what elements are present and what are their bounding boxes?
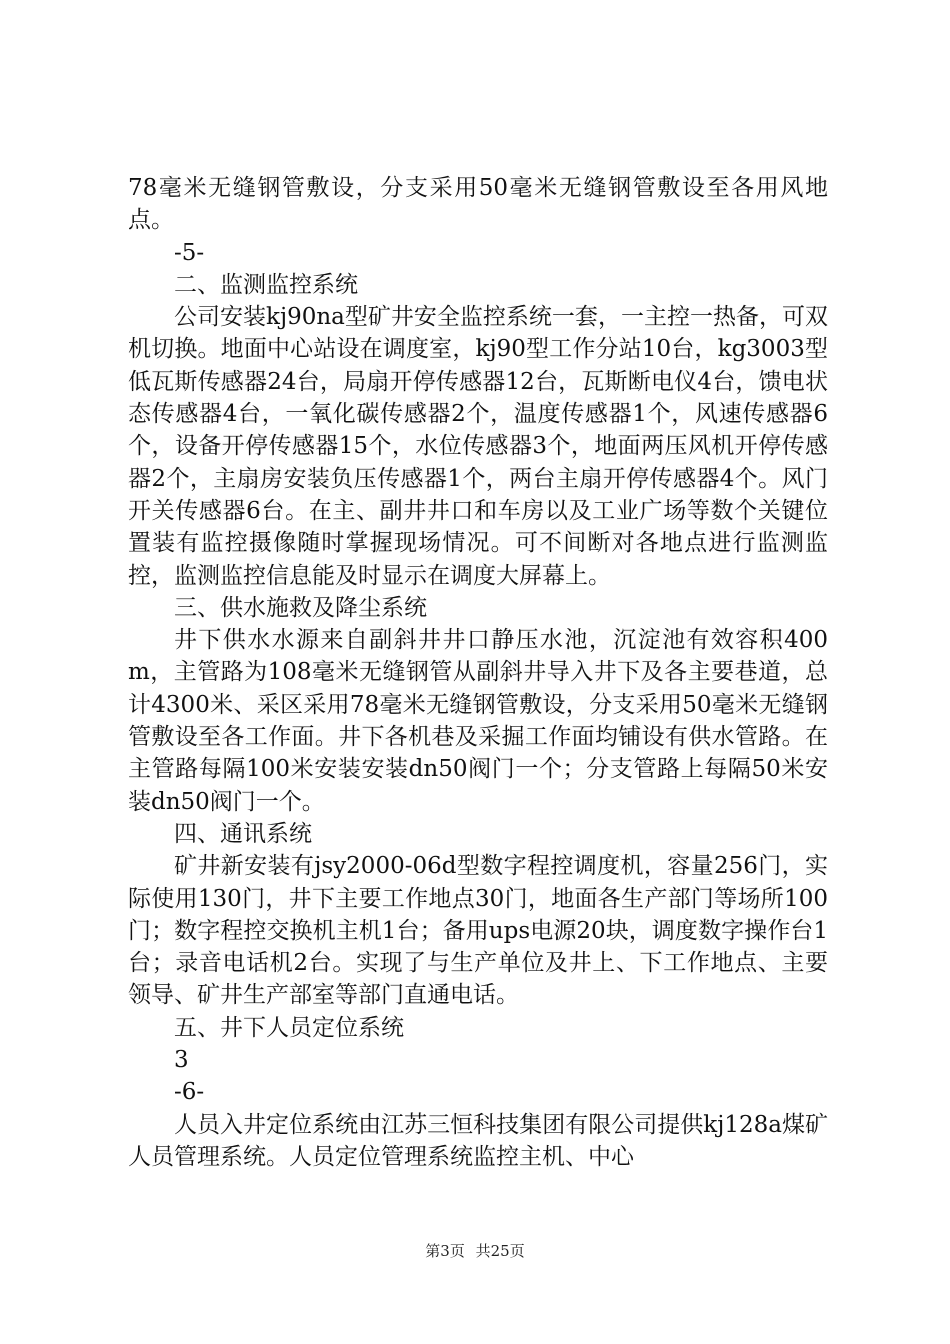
paragraph-monitoring: 公司安装kj90na型矿井安全监控系统一套，一主控一热备，可双机切换。地面中心站设在调度室，kj90型工作分站10台，kg3003型低瓦斯传感器24台，局扇开停传感器12台，瓦斯断电仪4台，馈电状态传感器4台，一氧化碳传感器2个，温度传感器1个，风速传感器6个，设备开停传感器15个，水位传感器3个，地面两压风机开停传感器2个，主扇房安装负压传感器1个，两台主扇开停传感器4个。风门开关传感器6台。在主、副井井口和车房以及工业广场等数个关键位置装有监控摄像随时掌握现场情况。可不间断对各地点进行监测监控，监测监控信息能及时显示在调度大屏幕上。 [128,304,828,589]
document-body [128,172,828,1173]
section-heading-water-supply: 三、供水施救及降尘系统 [174,594,427,621]
page-marker: -5- [174,239,205,266]
section-heading-communication: 四、通讯系统 [174,820,312,847]
paragraph-continuation: 78毫米无缝钢管敷设，分支采用50毫米无缝钢管敷设至各用风地点。 [128,175,828,234]
footer-page-number: 第3页 [425,1242,465,1260]
footer-total-pages: 共25页 [475,1242,525,1260]
paragraph-personnel-positioning: 人员入井定位系统由江苏三恒科技集团有限公司提供kj128a煤矿人员管理系统。人员定位管理系统监控主机、中心 [128,1111,828,1170]
paragraph-water-supply: 井下供水水源来自副斜井井口静压水池，沉淀池有效容积400m，主管路为108毫米无缝钢管从副斜井导入井下及各主要巷道，总计4300米、采区采用78毫米无缝钢管敷设，分支采用50毫米无缝钢管敷设至各工作面。井下各机巷及采掘工作面均铺设有供水管路。在主管路每隔100米安装安装dn50阀门一个；分支管路上每隔50米安装dn50阀门一个。 [128,627,828,815]
page-footer [0,1240,950,1261]
section-heading-personnel-positioning: 五、井下人员定位系统 [174,1014,404,1041]
paragraph-communication: 矿井新安装有jsy2000-06d型数字程控调度机，容量256门，实际使用130门，井下主要工作地点30门，地面各生产部门等场所100门；数字程控交换机主机1台；备用ups电源20块，调度数字操作台1台；录音电话机2台。实现了与生产单位及井上、下工作地点、主要领导、矿井生产部室等部门直通电话。 [128,853,828,1009]
section-heading-monitoring: 二、监测监控系统 [174,271,358,298]
page-number-inline: 3 [174,1047,189,1074]
page-marker: -6- [174,1079,205,1106]
